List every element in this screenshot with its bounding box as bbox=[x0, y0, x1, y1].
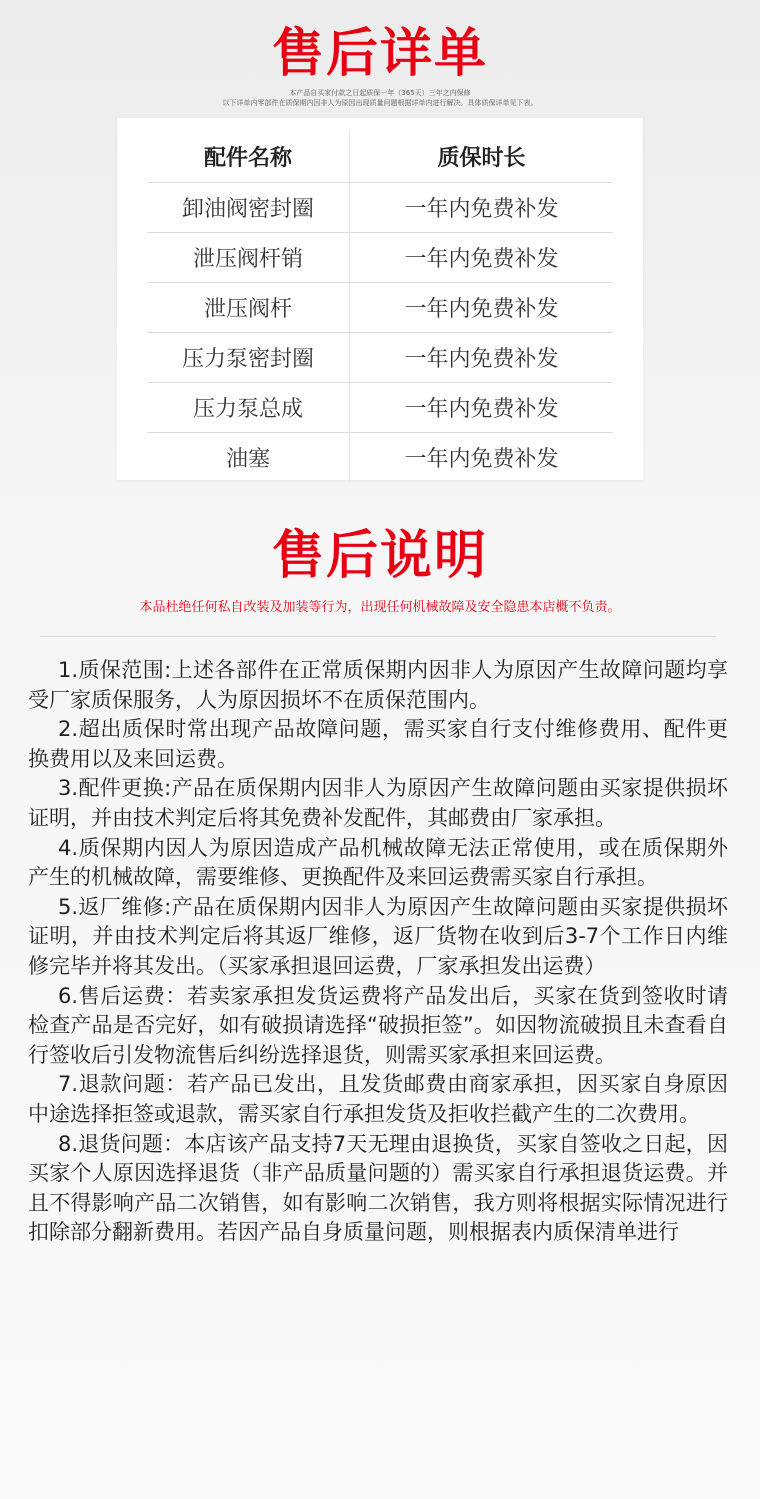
column-header-term: 质保时长 bbox=[350, 130, 614, 183]
column-header-part: 配件名称 bbox=[147, 130, 350, 183]
table-row bbox=[147, 233, 613, 283]
warranty-term-cell: 一年内免费补发 bbox=[350, 383, 614, 433]
part-name-cell: 泄压阀杆销 bbox=[147, 233, 350, 283]
disclaimer-text: 本品杜绝任何私自改装及加装等行为，出现任何机械故障及安全隐患本店概不负责。 bbox=[139, 600, 621, 615]
table-header-row bbox=[147, 130, 613, 183]
table-row bbox=[147, 283, 613, 333]
table-row bbox=[147, 183, 613, 233]
part-name-cell: 油塞 bbox=[147, 433, 350, 483]
table-row bbox=[147, 333, 613, 383]
after-sales-terms bbox=[28, 656, 728, 1248]
warranty-note-line2: 以下详单内零部件在质保期内因非人为原因出现质量问题根据详单内进行解决。具体质保详单见下表。 bbox=[222, 99, 538, 107]
terms-paragraph: 7.退款问题：若产品已发出，且发货邮费由商家承担，因买家自身原因中途选择拒签或退款，需买家自行承担发货及拒收拦截产生的二次费用。 bbox=[28, 1072, 728, 1126]
terms-paragraph: 4.质保期内因人为原因造成产品机械故障无法正常使用，或在质保期外产生的机械故障，需要维修、更换配件及来回运费需买家自行承担。 bbox=[28, 835, 728, 890]
section-title: 售后说明 bbox=[271, 526, 488, 586]
warranty-table-card bbox=[117, 118, 643, 480]
warranty-term-cell: 一年内免费补发 bbox=[350, 283, 614, 333]
part-name-cell: 卸油阀密封圈 bbox=[147, 183, 350, 233]
page-title: 售后详单 bbox=[271, 24, 488, 84]
table-row bbox=[147, 433, 613, 483]
terms-paragraph: 6.售后运费：若卖家承担发货运费将产品发出后，买家在货到签收时请检查产品是否完好，如有破损请选择“破损拒签”。如因物流破损且未查看自行签收后引发物流售后纠纷选择退货，则需买家承担来回运费。 bbox=[28, 983, 728, 1067]
table-row bbox=[147, 383, 613, 433]
terms-paragraph: 5.返厂维修:产品在质保期内因非人为原因产生故障问题由买家提供损坏证明，并由技术判定后将其返厂维修，返厂货物在收到后3-7个工作日内维修完毕并将其发出。（买家承担退回运费，厂家承担发出运费） bbox=[28, 894, 728, 978]
warranty-note-line1: 本产品自买家付款之日起质保一年（365天）三年之内保修 bbox=[289, 89, 471, 97]
warranty-term-cell: 一年内免费补发 bbox=[350, 233, 614, 283]
terms-paragraph: 2.超出质保时常出现产品故障问题，需买家自行支付维修费用、配件更换费用以及来回运费。 bbox=[28, 717, 728, 771]
part-name-cell: 泄压阀杆 bbox=[147, 283, 350, 333]
warranty-term-cell: 一年内免费补发 bbox=[350, 433, 614, 483]
warranty-term-cell: 一年内免费补发 bbox=[350, 183, 614, 233]
part-name-cell: 压力泵总成 bbox=[147, 383, 350, 433]
warranty-term-cell: 一年内免费补发 bbox=[350, 333, 614, 383]
divider bbox=[40, 636, 716, 637]
terms-paragraph: 8.退货问题：本店该产品支持7天无理由退换货，买家自签收之日起，因买家个人原因选择退货（非产品质量问题的）需买家自行承担退货运费。并且不得影响产品二次销售，如有影响二次销售，我方则将根据实际情况进行扣除部分翻新费用。若因产品自身质量问题，则根据表内质保清单进行 bbox=[28, 1131, 728, 1245]
warranty-table bbox=[147, 130, 613, 482]
terms-paragraph: 3.配件更换:产品在质保期内因非人为原因产生故障问题由买家提供损坏证明，并由技术判定后将其免费补发配件，其邮费由厂家承担。 bbox=[28, 776, 728, 830]
part-name-cell: 压力泵密封圈 bbox=[147, 333, 350, 383]
terms-paragraph: 1.质保范围:上述各部件在正常质保期内因非人为原因产生故障问题均享受厂家质保服务，人为原因损坏不在质保范围内。 bbox=[28, 658, 728, 712]
